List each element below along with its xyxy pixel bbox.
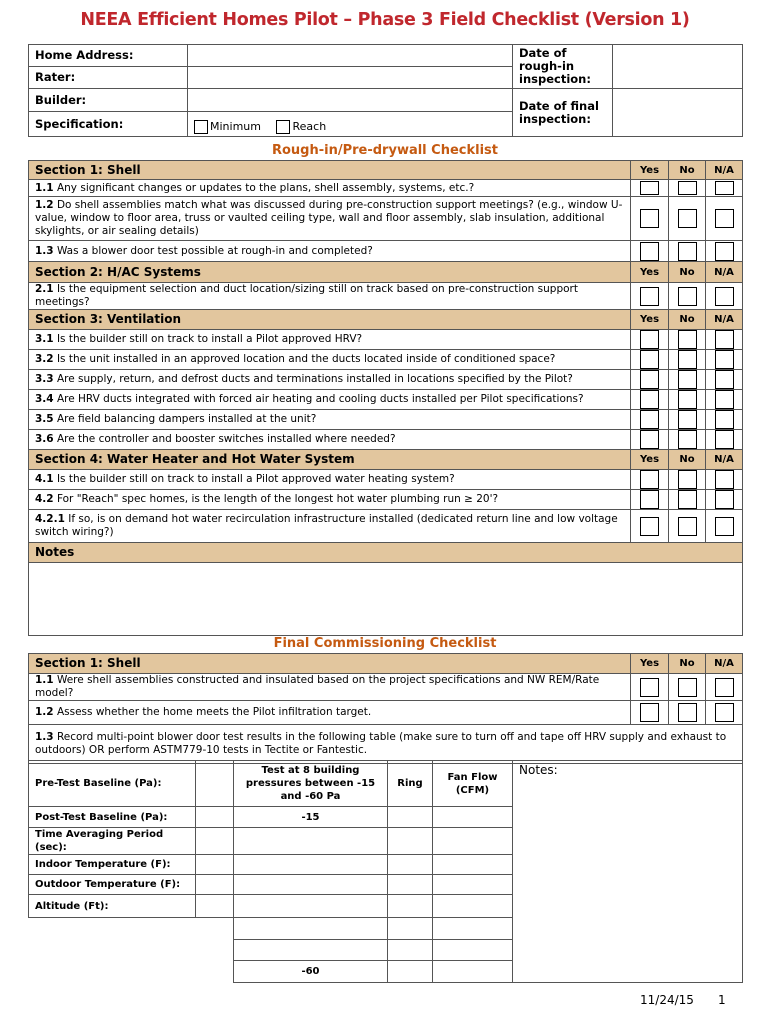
na-cell	[706, 701, 743, 725]
item-text: Are supply, return, and defrost ducts and terminations installed in locations specified by the Pilot?	[56, 373, 573, 385]
yes-cell	[631, 470, 669, 490]
test-parameter-label: Time Averaging Period (sec):	[29, 828, 196, 855]
yes-cell	[631, 180, 669, 197]
na-cell	[706, 241, 743, 262]
item-text: Are the controller and booster switches installed where needed?	[56, 433, 396, 445]
yes-column-header: Yes	[631, 450, 669, 470]
item-number: 3.5	[35, 413, 54, 425]
item-text: Assess whether the home meets the Pilot infiltration target.	[56, 706, 372, 718]
no-checkbox[interactable]	[678, 209, 697, 228]
date-rough-label: Date of rough-in inspection:	[513, 45, 613, 89]
fan-flow-cell[interactable]	[433, 918, 513, 940]
section-header: Section 2: H/AC Systems	[29, 262, 631, 283]
no-cell	[669, 674, 706, 701]
yes-checkbox[interactable]	[640, 209, 659, 228]
yes-cell	[631, 701, 669, 725]
ring-cell[interactable]	[388, 875, 433, 895]
ring-cell[interactable]	[388, 961, 433, 983]
na-checkbox[interactable]	[715, 517, 734, 536]
na-checkbox[interactable]	[715, 470, 734, 489]
na-column-header: N/A	[706, 262, 743, 283]
home-address-label: Home Address:	[29, 45, 188, 67]
item-text: For "Reach" spec homes, is the length of the longest hot water plumbing run ≥ 20'?	[56, 493, 499, 505]
checklist-item	[29, 490, 743, 510]
test-parameter-value[interactable]	[196, 828, 234, 855]
reach-checkbox[interactable]	[276, 120, 290, 134]
yes-column-header: Yes	[631, 161, 669, 180]
test-notes-label: Notes:	[519, 763, 558, 777]
test-parameter-value[interactable]	[196, 761, 234, 807]
na-cell	[706, 197, 743, 241]
na-cell	[706, 470, 743, 490]
item-number: 4.2.1	[35, 513, 65, 525]
yes-checkbox[interactable]	[640, 678, 659, 697]
yes-column-header: Yes	[631, 310, 669, 330]
pressure-cell[interactable]	[234, 855, 388, 875]
na-cell	[706, 390, 743, 410]
section-header: Section 1: Shell	[29, 654, 631, 674]
specification-label: Specification:	[29, 112, 188, 137]
checklist-item	[29, 701, 743, 725]
no-cell	[669, 180, 706, 197]
yes-cell	[631, 490, 669, 510]
na-cell	[706, 510, 743, 543]
item-number: 1.1	[35, 181, 54, 194]
na-checkbox[interactable]	[715, 703, 734, 722]
no-checkbox[interactable]	[678, 181, 697, 195]
test-parameter-value[interactable]	[196, 875, 234, 895]
item-text: Is the builder still on track to install a Pilot approved water heating system?	[56, 473, 455, 485]
ring-header: Ring	[388, 761, 433, 807]
date-final-field[interactable]	[613, 89, 743, 137]
no-cell	[669, 490, 706, 510]
na-cell	[706, 674, 743, 701]
no-checkbox[interactable]	[678, 490, 697, 509]
fan-flow-header: Fan Flow (CFM)	[433, 761, 513, 807]
na-checkbox[interactable]	[715, 242, 734, 261]
na-checkbox[interactable]	[715, 287, 734, 306]
na-checkbox[interactable]	[715, 390, 734, 409]
home-address-field[interactable]	[188, 45, 513, 67]
na-checkbox[interactable]	[715, 370, 734, 389]
yes-checkbox[interactable]	[640, 430, 659, 449]
checklist-item	[29, 350, 743, 370]
yes-cell	[631, 283, 669, 310]
checklist-item	[29, 674, 743, 701]
checklist-item	[29, 430, 743, 450]
test-parameter-label: Outdoor Temperature (F):	[29, 875, 196, 895]
checklist-item	[29, 283, 743, 310]
item-text: Is the builder still on track to install a Pilot approved HRV?	[56, 333, 363, 345]
na-cell	[706, 410, 743, 430]
yes-cell	[631, 197, 669, 241]
fan-flow-cell[interactable]	[433, 807, 513, 828]
yes-cell	[631, 430, 669, 450]
item-number: 3.2	[35, 353, 54, 365]
yes-cell	[631, 350, 669, 370]
builder-field[interactable]	[188, 89, 513, 112]
item-text: Is the unit installed in an approved location and the ducts located inside of conditioned space?	[56, 353, 556, 365]
no-cell	[669, 470, 706, 490]
checklist-item	[29, 410, 743, 430]
na-checkbox[interactable]	[715, 350, 734, 369]
item-text: Are field balancing dampers installed at the unit?	[56, 413, 317, 425]
yes-checkbox[interactable]	[640, 330, 659, 349]
checklist-item	[29, 470, 743, 490]
na-cell	[706, 490, 743, 510]
yes-checkbox[interactable]	[640, 517, 659, 536]
item-number: 1.1	[35, 674, 54, 686]
pressure-cell[interactable]	[234, 940, 388, 961]
section-header: Section 3: Ventilation	[29, 310, 631, 330]
pressure-cell[interactable]	[234, 828, 388, 855]
no-column-header: No	[669, 450, 706, 470]
test-parameter-value[interactable]	[196, 855, 234, 875]
na-cell	[706, 430, 743, 450]
yes-checkbox[interactable]	[640, 181, 659, 195]
test-parameter-label: Post-Test Baseline (Pa):	[29, 807, 196, 828]
na-checkbox[interactable]	[715, 181, 734, 195]
na-cell	[706, 180, 743, 197]
test-pressure-header: Test at 8 building pressures between -15 and -60 Pa	[234, 761, 388, 807]
no-cell	[669, 330, 706, 350]
no-cell	[669, 701, 706, 725]
rater-field[interactable]	[188, 67, 513, 89]
pressure-cell[interactable]	[234, 918, 388, 940]
item-number: 3.4	[35, 393, 54, 405]
yes-column-header: Yes	[631, 262, 669, 283]
pressure-cell[interactable]: -60	[234, 961, 388, 983]
date-rough-field[interactable]	[613, 45, 743, 89]
no-checkbox[interactable]	[678, 287, 697, 306]
page-number: 1	[718, 993, 726, 1007]
minimum-checkbox[interactable]	[194, 120, 208, 134]
minimum-label: Minimum	[210, 120, 261, 133]
yes-checkbox[interactable]	[640, 242, 659, 261]
no-checkbox[interactable]	[678, 330, 697, 349]
checklist-item	[29, 725, 743, 764]
checklist-item	[29, 241, 743, 262]
no-column-header: No	[669, 310, 706, 330]
na-cell	[706, 330, 743, 350]
no-checkbox[interactable]	[678, 410, 697, 429]
no-cell	[669, 430, 706, 450]
test-parameter-value[interactable]	[196, 807, 234, 828]
fan-flow-cell[interactable]	[433, 895, 513, 918]
checklist-item	[29, 510, 743, 543]
test-notes-field[interactable]	[513, 761, 743, 983]
item-text: If so, is on demand hot water recirculation infrastructure installed (dedicated return line and low voltage switch wiring?)	[35, 513, 618, 538]
no-checkbox[interactable]	[678, 703, 697, 722]
no-cell	[669, 197, 706, 241]
fan-flow-cell[interactable]	[433, 875, 513, 895]
yes-checkbox[interactable]	[640, 410, 659, 429]
checklist-item	[29, 390, 743, 410]
item-number: 3.1	[35, 333, 54, 345]
no-column-header: No	[669, 262, 706, 283]
no-cell	[669, 283, 706, 310]
checklist-item	[29, 330, 743, 350]
test-parameter-label: Altitude (Ft):	[29, 895, 196, 918]
rough-in-checklist	[28, 160, 743, 636]
yes-checkbox[interactable]	[640, 287, 659, 306]
na-checkbox[interactable]	[715, 209, 734, 228]
pressure-cell[interactable]	[234, 895, 388, 918]
test-parameter-label: Indoor Temperature (F):	[29, 855, 196, 875]
item-number: 3.3	[35, 373, 54, 385]
yes-checkbox[interactable]	[640, 470, 659, 489]
pressure-cell[interactable]	[234, 875, 388, 895]
no-column-header: No	[669, 654, 706, 674]
no-checkbox[interactable]	[678, 430, 697, 449]
no-cell	[669, 390, 706, 410]
section-header: Section 4: Water Heater and Hot Water System	[29, 450, 631, 470]
date-final-label: Date of final inspection:	[513, 89, 613, 137]
yes-cell	[631, 674, 669, 701]
ring-cell[interactable]	[388, 855, 433, 875]
item-number: 2.1	[35, 283, 54, 295]
na-checkbox[interactable]	[715, 490, 734, 509]
yes-cell	[631, 410, 669, 430]
item-number: 1.3	[35, 244, 54, 257]
na-column-header: N/A	[706, 654, 743, 674]
no-checkbox[interactable]	[678, 678, 697, 697]
item-text: Do shell assemblies match what was discussed during pre-construction support meetings? (e.g., window U-value, window to floor area, truss or vaulted ceiling type, wall and floor assembly, slab insulation, additional skylights, or air sealing details)	[35, 199, 623, 237]
test-parameter-value[interactable]	[196, 895, 234, 918]
na-checkbox[interactable]	[715, 330, 734, 349]
na-column-header: N/A	[706, 310, 743, 330]
yes-checkbox[interactable]	[640, 703, 659, 722]
yes-cell	[631, 241, 669, 262]
no-checkbox[interactable]	[678, 470, 697, 489]
no-cell	[669, 241, 706, 262]
section-header: Section 1: Shell	[29, 161, 631, 180]
item-text: Was a blower door test possible at rough-in and completed?	[56, 244, 373, 257]
no-checkbox[interactable]	[678, 370, 697, 389]
no-cell	[669, 350, 706, 370]
ring-cell[interactable]	[388, 940, 433, 961]
na-cell	[706, 283, 743, 310]
no-column-header: No	[669, 161, 706, 180]
rater-label: Rater:	[29, 67, 188, 89]
checklist-item	[29, 197, 743, 241]
pressure-cell[interactable]: -15	[234, 807, 388, 828]
na-checkbox[interactable]	[715, 430, 734, 449]
ring-cell[interactable]	[388, 895, 433, 918]
yes-cell	[631, 510, 669, 543]
no-checkbox[interactable]	[678, 390, 697, 409]
item-number: 3.6	[35, 433, 54, 445]
yes-checkbox[interactable]	[640, 390, 659, 409]
reach-label: Reach	[292, 120, 327, 133]
yes-cell	[631, 370, 669, 390]
checklist-item	[29, 370, 743, 390]
ring-cell[interactable]	[388, 807, 433, 828]
fan-flow-cell[interactable]	[433, 940, 513, 961]
na-cell	[706, 350, 743, 370]
fan-flow-cell[interactable]	[433, 828, 513, 855]
notes-header: Notes	[29, 543, 743, 563]
fan-flow-cell[interactable]	[433, 961, 513, 983]
item-text: Record multi-point blower door test results in the following table (make sure to turn off and tape off HRV supply and exhaust to outdoors) OR perform ASTM779-10 tests in Tectite or Fantestic.	[35, 731, 727, 756]
item-number: 4.1	[35, 473, 54, 485]
home-info-table	[28, 44, 743, 137]
final-checklist	[28, 653, 743, 764]
builder-label: Builder:	[29, 89, 188, 112]
specification-options	[188, 112, 513, 137]
item-text: Are HRV ducts integrated with forced air heating and cooling ducts installed per Pilot specifications?	[56, 393, 584, 405]
item-text: Any significant changes or updates to the plans, shell assembly, systems, etc.?	[56, 181, 475, 194]
ring-cell[interactable]	[388, 918, 433, 940]
item-number: 4.2	[35, 493, 54, 505]
yes-cell	[631, 390, 669, 410]
na-column-header: N/A	[706, 450, 743, 470]
item-number: 1.2	[35, 199, 54, 211]
yes-checkbox[interactable]	[640, 370, 659, 389]
yes-checkbox[interactable]	[640, 490, 659, 509]
na-cell	[706, 370, 743, 390]
blower-door-test-table	[28, 760, 743, 983]
yes-checkbox[interactable]	[640, 350, 659, 369]
test-parameter-label: Pre-Test Baseline (Pa):	[29, 761, 196, 807]
no-cell	[669, 370, 706, 390]
no-cell	[669, 510, 706, 543]
item-number: 1.2	[35, 706, 54, 718]
no-checkbox[interactable]	[678, 350, 697, 369]
item-number: 1.3	[35, 731, 54, 743]
notes-field[interactable]	[29, 563, 743, 636]
no-checkbox[interactable]	[678, 517, 697, 536]
item-text: Is the equipment selection and duct location/sizing still on track based on pre-construction support meetings?	[35, 283, 578, 308]
ring-cell[interactable]	[388, 828, 433, 855]
footer-date: 11/24/15	[640, 993, 694, 1007]
page-title: NEEA Efficient Homes Pilot – Phase 3 Field Checklist (Version 1)	[80, 10, 690, 30]
checklist-item	[29, 180, 743, 197]
na-column-header: N/A	[706, 161, 743, 180]
fan-flow-cell[interactable]	[433, 855, 513, 875]
yes-column-header: Yes	[631, 654, 669, 674]
no-cell	[669, 410, 706, 430]
final-commissioning-heading: Final Commissioning Checklist	[273, 636, 497, 651]
na-checkbox[interactable]	[715, 410, 734, 429]
item-text: Were shell assemblies constructed and insulated based on the project specifications and NW REM/Rate model?	[35, 674, 600, 699]
no-checkbox[interactable]	[678, 242, 697, 261]
rough-in-heading: Rough-in/Pre-drywall Checklist	[271, 143, 498, 158]
yes-cell	[631, 330, 669, 350]
na-checkbox[interactable]	[715, 678, 734, 697]
